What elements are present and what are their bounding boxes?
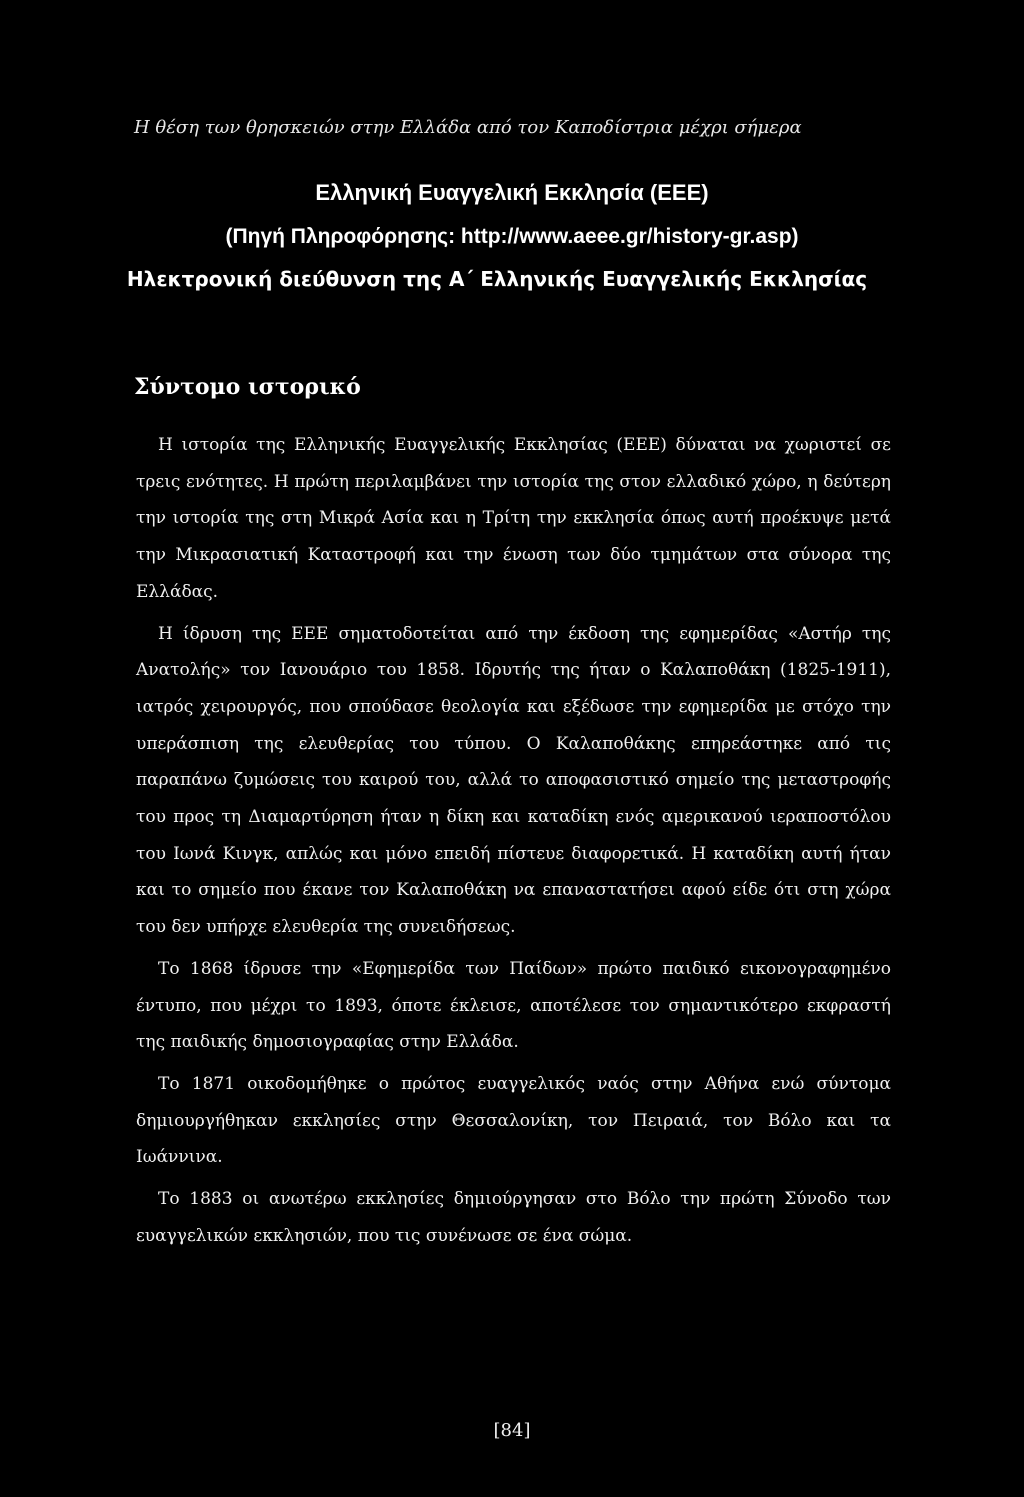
paragraph-1868: Το 1868 ίδρυσε την «Εφημερίδα των Παίδων» πρώτο παιδικό εικονογραφημένο έντυπο, που μέχρι το 1893, όποτε έκλεισε, αποτέλεσε τον σημαντικότερο εκφραστή της παιδικής δημοσιογραφίας στην Ελλάδα.	[136, 958, 891, 1053]
page-number: [84]	[493, 1420, 531, 1441]
paragraph-founding: Η ίδρυση της ΕΕΕ σηματοδοτείται από την έκδοση της εφημερίδας «Αστήρ της Ανατολής» τον Ιανουάριο του 1858. Ιδρυτής της ήταν ο Καλαποθάκη (1825-1911), ιατρός χειρουργός, που σπούδασε θεολογία και εξέδωσε την εφημερίδα με στόχο την υπεράσπιση της ελευθερίας του τύπου. Ο Καλαποθάκης επηρεάστηκε από τις παραπάνω ζυμώσεις του καιρού του, αλλά το αποφασιστικό σημείο της μεταστροφής του προς τη Διαμαρτύρηση ήταν η δίκη και καταδίκη ενός αμερικανού ιεραποστόλου του Ιωνά Κινγκ, απλώς και μόνο επειδή πίστευε διαφορετικά. Η καταδίκη αυτή ήταν και το σημείο που έκανε τον Καλαποθάκη να επαναστατήσει αφού είδε ότι στη χώρα του δεν υπήρχε ελευθερία της συνειδήσεως.	[136, 623, 891, 938]
heading-block	[126, 171, 890, 299]
paragraph-1871: Το 1871 οικοδομήθηκε ο πρώτος ευαγγελικός ναός στην Αθήνα ενώ σύντομα δημιουργήθηκαν εκκλησίες στην Θεσσαλονίκη, τον Πειραιά, τον Βόλο και τα Ιωάννινα.	[136, 1073, 891, 1168]
section-title: Σύντομο ιστορικό	[134, 374, 361, 400]
paragraph-1883: Το 1883 οι ανωτέρω εκκλησίες δημιούργησαν στο Βόλο την πρώτη Σύνοδο των ευαγγελικών εκκλησιών, που τις συνένωσε σε ένα σώμα.	[136, 1189, 891, 1246]
body-text	[136, 427, 891, 1254]
church-name-heading: Ελληνική Ευαγγελική Εκκλησία (ΕΕΕ)	[315, 180, 709, 205]
website-caption: Ηλεκτρονική διεύθυνση της Α΄ Ελληνικής Ευαγγελικής Εκκλησίας	[126, 267, 868, 291]
paragraph-intro: Η ιστορία της Ελληνικής Ευαγγελικής Εκκλησίας (ΕΕΕ) δύναται να χωριστεί σε τρεις ενότητες. Η πρώτη περιλαμβάνει την ιστορία της στον ελλαδικό χώρο, η δεύτερη την ιστορία της στη Μικρά Ασία και η Τρίτη την εκκλησία όπως αυτή προέκυψε μετά την Μικρασιατική Καταστροφή και την ένωση των δύο τμημάτων στα σύνορα της Ελλάδας.	[136, 435, 891, 602]
running-header: Η θέση των θρησκειών στην Ελλάδα από τον Καποδίστρια μέχρι σήμερα	[134, 117, 802, 138]
source-line: (Πηγή Πληροφόρησης: http://www.aeee.gr/history-gr.asp)	[225, 225, 799, 248]
